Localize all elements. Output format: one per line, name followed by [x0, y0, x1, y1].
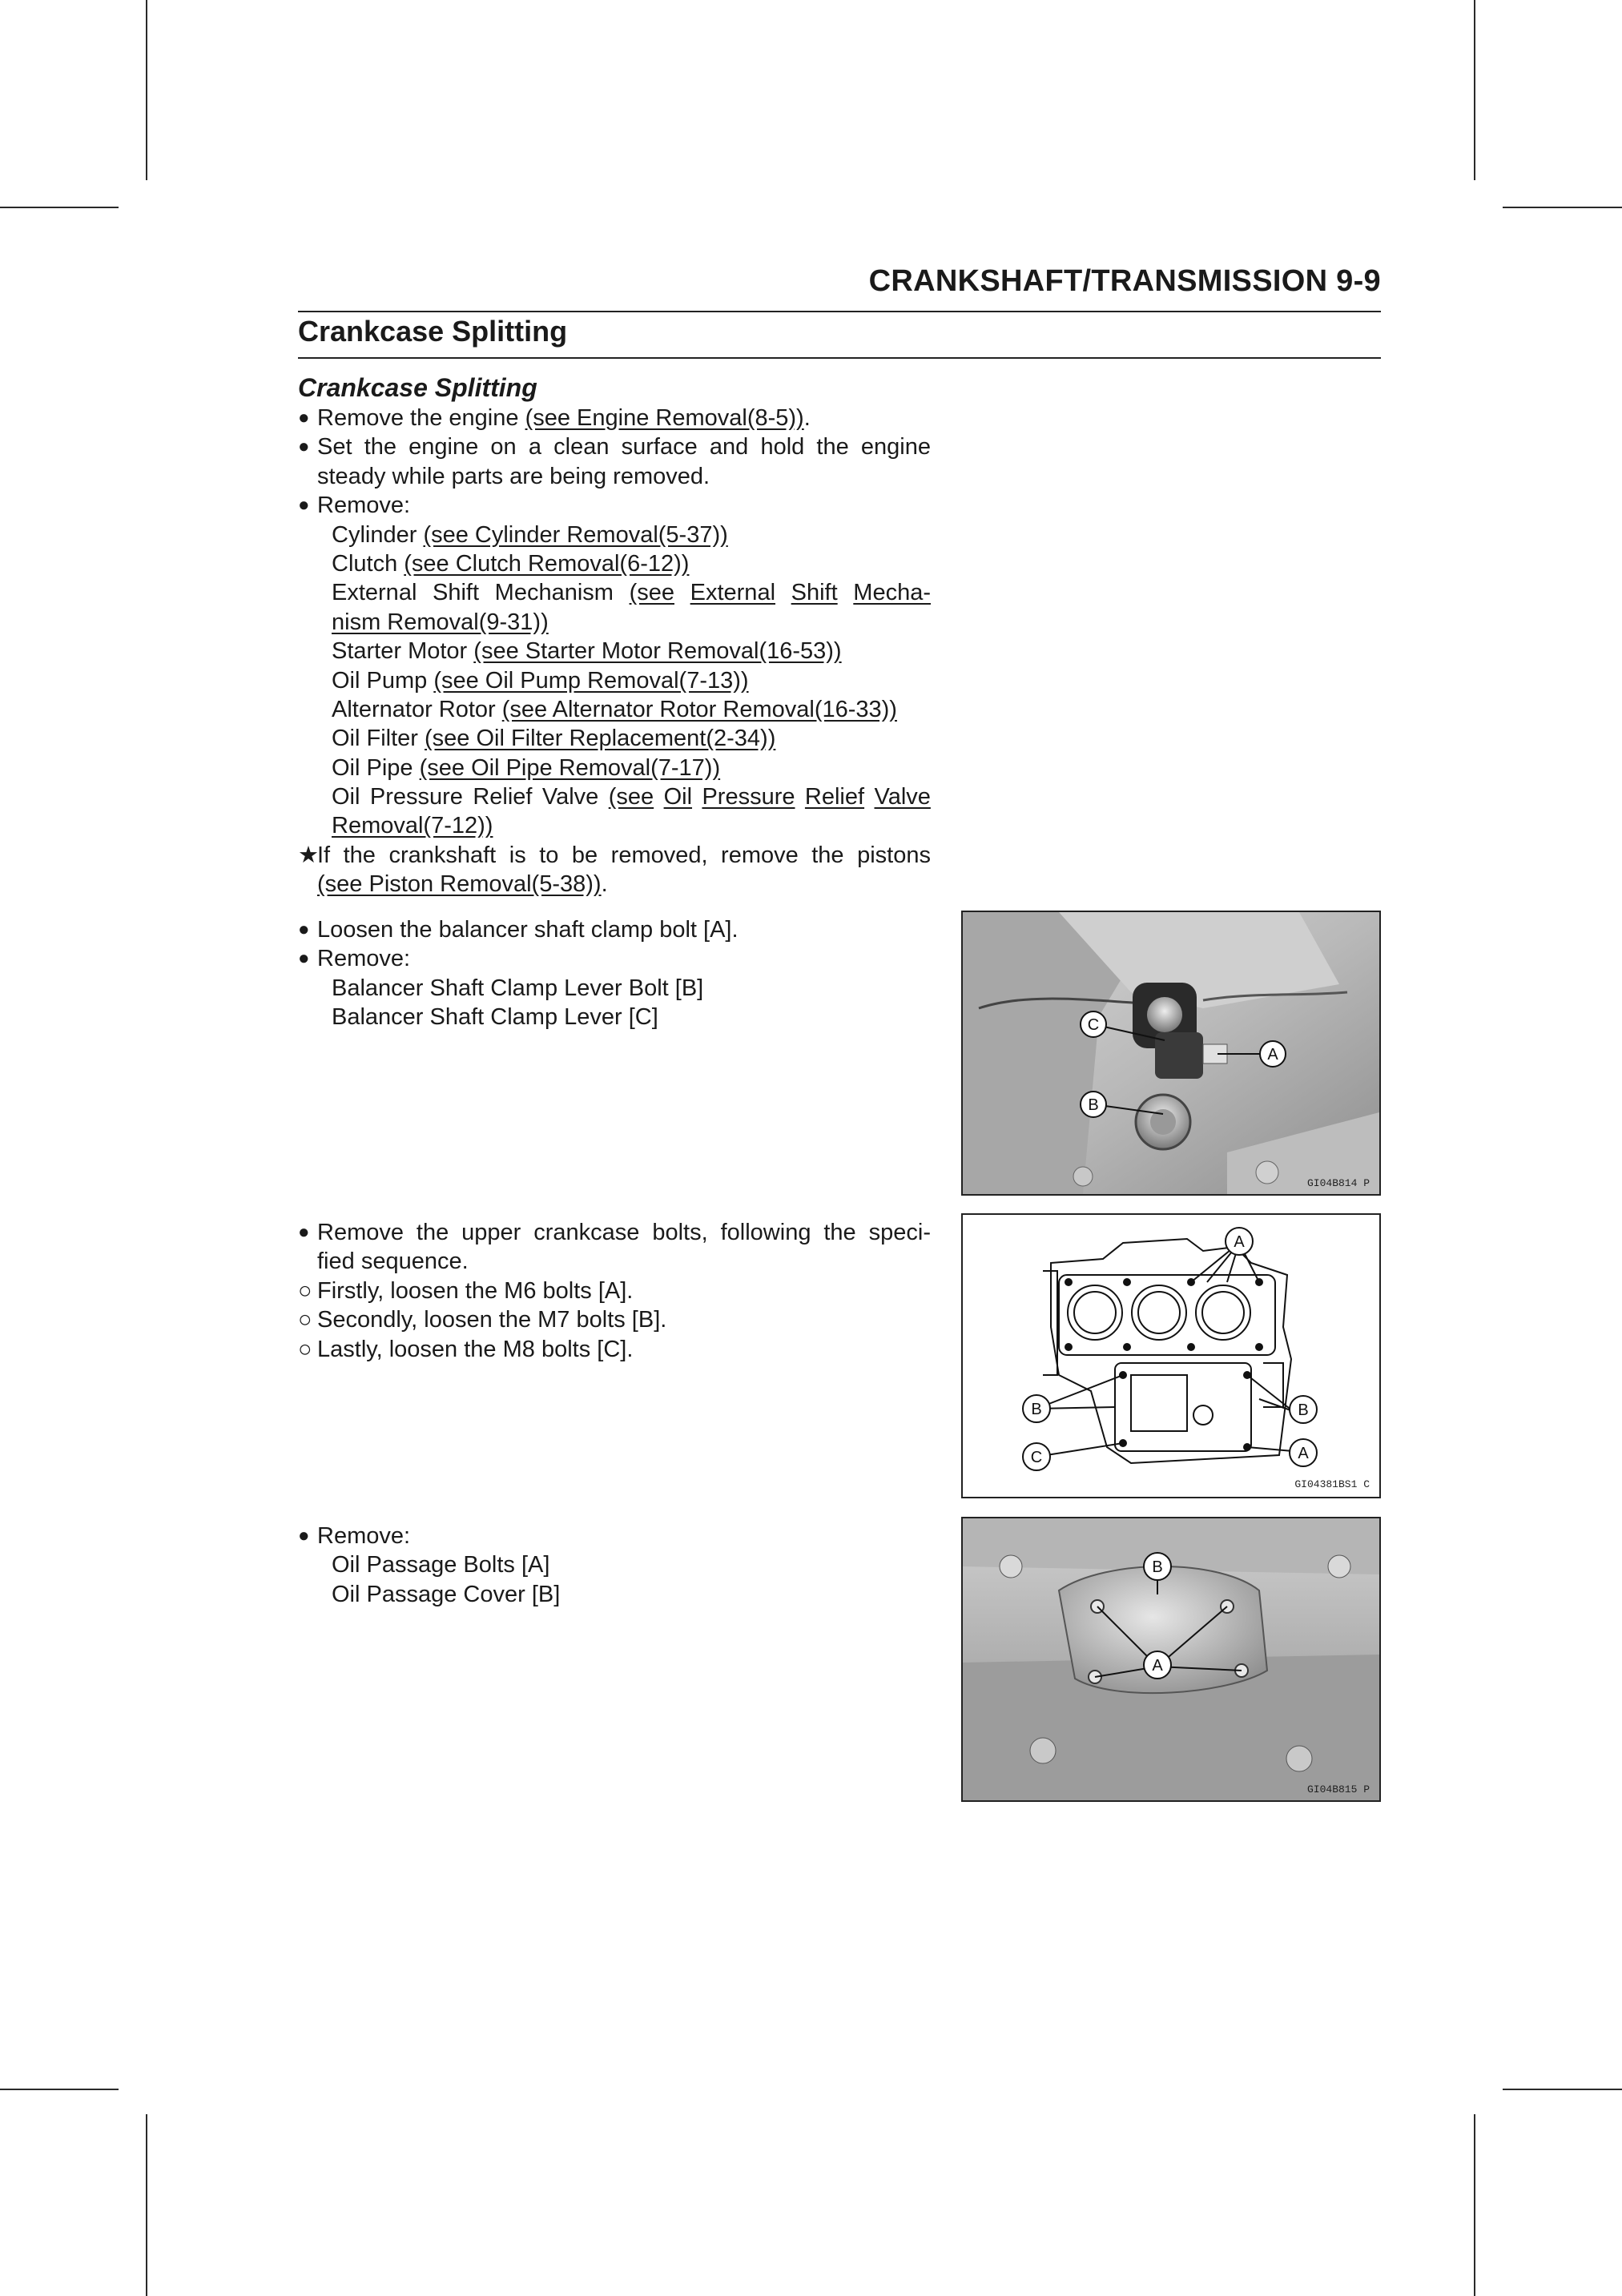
cross-ref-link[interactable]: (see Oil Pipe Removal(7-17)) — [419, 754, 721, 781]
step-text: . — [601, 871, 608, 898]
callout-a: A — [1152, 1657, 1163, 1675]
word: upper — [461, 1220, 521, 1245]
crop-mark — [1474, 0, 1475, 180]
cross-ref-link[interactable]: (see Engine Removal(8-5)) — [525, 405, 804, 431]
callout-b: B — [1088, 1096, 1099, 1114]
word: pistons — [857, 842, 931, 868]
cross-ref-link[interactable]: (see Alternator Rotor Removal(16-33)) — [501, 696, 897, 722]
part-item — [298, 1003, 931, 1031]
word: clean — [553, 434, 610, 460]
cross-ref-link-word[interactable]: Pressure — [702, 784, 795, 810]
section-rule — [298, 357, 1381, 359]
part-label-word: Mechanism — [494, 580, 614, 606]
callout-a: A — [1298, 1445, 1309, 1462]
figure-code: GI04B814 P — [1306, 1177, 1370, 1189]
part-line — [332, 578, 931, 607]
bullet-icon: ● — [298, 919, 310, 940]
part-item — [298, 637, 931, 665]
word: a — [528, 434, 541, 460]
bullet-icon: ● — [298, 1525, 310, 1546]
word: is — [509, 842, 526, 868]
list-item — [298, 944, 931, 973]
cross-ref-link-word[interactable]: Relief — [804, 784, 865, 810]
part-item — [298, 666, 931, 695]
sub-step — [298, 1277, 931, 1305]
crop-mark — [146, 2114, 147, 2296]
bullet-icon: ● — [298, 1221, 310, 1243]
bullet-icon: ● — [298, 494, 310, 517]
word: removed, — [610, 842, 708, 868]
cross-ref-link[interactable]: (see Starter Motor Removal(16-53)) — [473, 638, 842, 665]
cross-ref-link-word[interactable]: (see — [608, 784, 654, 810]
word: the — [416, 1220, 449, 1245]
crop-mark — [1474, 2114, 1475, 2296]
bullet-icon: ● — [298, 947, 310, 970]
crop-mark — [1503, 2089, 1622, 2090]
word: to — [539, 842, 559, 868]
callout-b: B — [1298, 1401, 1309, 1419]
part-label-word: Shift — [433, 580, 480, 606]
list-item — [298, 841, 931, 870]
part-label-word: Pressure — [369, 784, 463, 810]
part-label-word: Valve — [541, 784, 599, 810]
step-text: Firstly, loosen the M6 bolts [A]. — [317, 1277, 634, 1304]
part-label: Alternator Rotor — [332, 696, 502, 722]
list-item — [298, 432, 931, 461]
part-label: Clutch — [332, 550, 404, 577]
subsection-title: Crankcase Splitting — [298, 373, 537, 402]
part-label-word: External — [332, 580, 417, 606]
word: engine — [409, 434, 479, 460]
crop-mark — [1503, 207, 1622, 208]
part-item — [298, 724, 931, 753]
cross-ref-link-word[interactable]: Valve — [874, 784, 931, 810]
page-header-title: CRANKSHAFT/TRANSMISSION 9-9 — [868, 264, 1381, 298]
step-text: Loosen the balancer shaft clamp bolt [A]. — [317, 917, 739, 943]
step-text: Lastly, loosen the M8 bolts [C]. — [317, 1336, 634, 1362]
cross-ref-link-word[interactable]: (see — [629, 580, 674, 606]
crop-mark — [0, 207, 119, 208]
part-item — [298, 1580, 931, 1609]
word: on — [490, 434, 517, 460]
part-item — [298, 549, 931, 578]
step-text: Remove: — [317, 493, 411, 519]
word: bolts, — [652, 1220, 708, 1245]
step-text: steady while parts are being removed. — [317, 463, 710, 489]
cross-ref-link-word[interactable]: External — [690, 580, 776, 606]
step-text: Secondly, loosen the M7 bolts [B]. — [317, 1307, 667, 1333]
word: Set — [317, 434, 352, 460]
part-label: Balancer Shaft Clamp Lever Bolt [B] — [332, 975, 704, 1001]
list-item — [298, 491, 931, 520]
cross-ref-link-word[interactable]: Oil — [663, 784, 693, 810]
step-text — [317, 1218, 931, 1247]
word: be — [571, 842, 598, 868]
part-label-word: Oil — [332, 784, 360, 810]
callout-a: A — [1267, 1046, 1278, 1064]
bullet-icon: ● — [298, 407, 310, 428]
circle-icon: ○ — [298, 1307, 312, 1333]
word: surface — [621, 434, 698, 460]
crankcase-bolt-diagram — [961, 1213, 1381, 1498]
part-label: Starter Motor — [332, 638, 474, 665]
word: Remove — [317, 1220, 404, 1245]
circle-icon: ○ — [298, 1277, 312, 1304]
circle-icon: ○ — [298, 1336, 312, 1362]
steps-block-1 — [298, 404, 931, 899]
cross-ref-link[interactable]: nism Removal(9-31)) — [332, 609, 549, 635]
list-item — [298, 1522, 931, 1550]
callout-a: A — [1234, 1233, 1245, 1251]
word: engine — [860, 434, 931, 460]
part-label: Oil Filter — [332, 726, 425, 752]
step-text: Remove: — [317, 946, 411, 972]
bullet-icon: ● — [298, 436, 310, 458]
figure-code: GI04381BS1 C — [1294, 1478, 1370, 1490]
step-text — [317, 432, 931, 461]
header-rule — [298, 311, 1381, 312]
callout-c: C — [1030, 1449, 1043, 1466]
part-label: Oil Pump — [332, 667, 434, 694]
callout-b: B — [1031, 1401, 1042, 1418]
word: If — [317, 842, 331, 868]
star-icon: ★ — [298, 842, 319, 868]
part-item — [298, 695, 931, 724]
part-label: Oil Passage Bolts [A] — [332, 1552, 550, 1578]
cross-ref-link[interactable]: (see Piston Removal(5-38)) — [317, 871, 602, 898]
step-text: fied sequence. — [317, 1249, 469, 1275]
figure-code: GI04B815 P — [1306, 1783, 1370, 1795]
word: remove — [721, 842, 799, 868]
word: crankcase — [533, 1220, 640, 1245]
part-item-cont — [298, 811, 931, 840]
crop-mark — [146, 0, 147, 180]
cross-ref-link[interactable]: (see Oil Pump Removal(7-13)) — [433, 667, 749, 694]
cross-ref-link-word[interactable]: Shift — [791, 580, 838, 606]
step-text: . — [803, 405, 811, 431]
part-item — [298, 974, 931, 1003]
part-item-cont — [298, 608, 931, 637]
word: the — [343, 842, 376, 868]
step-text — [317, 841, 931, 870]
part-item — [298, 521, 931, 549]
page-header — [298, 264, 1381, 312]
word: speci- — [868, 1220, 931, 1245]
list-item — [298, 1218, 931, 1247]
word: following — [720, 1220, 811, 1245]
sub-step — [298, 1335, 931, 1364]
word: the — [364, 434, 397, 460]
step-text: Remove the engine — [317, 405, 525, 431]
steps-block-3 — [298, 1218, 931, 1364]
cross-ref-link[interactable]: Removal(7-12)) — [332, 813, 493, 839]
word: hold — [760, 434, 805, 460]
callout-b: B — [1152, 1558, 1163, 1576]
callout-c: C — [1087, 1016, 1100, 1034]
word: and — [709, 434, 749, 460]
balancer-clamp-photo — [961, 911, 1381, 1196]
steps-block-2 — [298, 915, 931, 1032]
cross-ref-link[interactable]: (see Oil Filter Replacement(2-34)) — [425, 726, 776, 752]
cross-ref-link[interactable]: (see Clutch Removal(6-12)) — [404, 550, 690, 577]
part-line — [332, 782, 931, 811]
part-item — [298, 1550, 931, 1579]
section-title: Crankcase Splitting — [298, 315, 568, 348]
list-item-cont — [298, 462, 931, 491]
word: crankshaft — [388, 842, 497, 868]
steps-block-4 — [298, 1522, 931, 1609]
list-item-cont — [298, 870, 931, 899]
word: the — [816, 434, 849, 460]
cross-ref-link-word[interactable]: Mecha- — [853, 580, 931, 606]
list-item-cont — [298, 1247, 931, 1276]
crop-mark — [0, 2089, 119, 2090]
list-item — [298, 404, 931, 432]
part-label-word: Relief — [473, 784, 533, 810]
part-label: Oil Pipe — [332, 754, 420, 781]
oil-passage-photo — [961, 1517, 1381, 1802]
step-text: Remove: — [317, 1523, 411, 1549]
part-label: Balancer Shaft Clamp Lever [C] — [332, 1004, 658, 1031]
part-label: Oil Passage Cover [B] — [332, 1581, 561, 1607]
cross-ref-link[interactable]: (see Cylinder Removal(5-37)) — [423, 521, 728, 548]
word: the — [811, 842, 844, 868]
list-item — [298, 915, 931, 944]
part-item — [298, 578, 931, 607]
part-item — [298, 782, 931, 811]
word: the — [823, 1220, 856, 1245]
part-item — [298, 754, 931, 782]
part-label: Cylinder — [332, 521, 424, 548]
sub-step — [298, 1305, 931, 1334]
